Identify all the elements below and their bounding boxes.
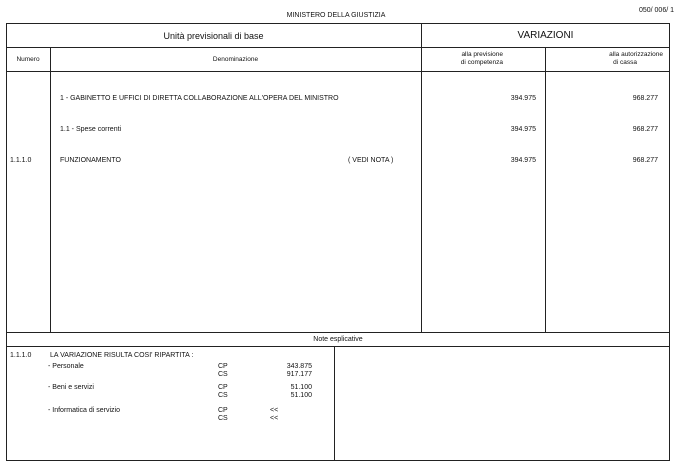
notes-numero: 1.1.1.0 <box>10 352 32 359</box>
col-divider-cassa <box>545 47 546 332</box>
row-3-cassa: 968.277 <box>632 157 658 164</box>
variazioni-title: VARIAZIONI <box>517 30 574 41</box>
note-item-1-cp-value: 343.875 <box>286 363 312 370</box>
col-header-autorizzazione-2: di cassa <box>613 59 637 66</box>
row-2-competenza: 394.975 <box>510 126 536 133</box>
note-item-2-cp-value: 51.100 <box>290 384 312 391</box>
col-header-autorizzazione-1: alla autorizzazione <box>609 51 663 58</box>
col-header-previsione-1: alla previsione <box>461 51 503 58</box>
ministry-title: MINISTERO DELLA GIUSTIZIA <box>286 12 386 19</box>
row-1-cassa: 968.277 <box>632 95 658 102</box>
row-2-cassa: 968.277 <box>632 126 658 133</box>
note-item-3-cs-value: << <box>270 415 279 422</box>
row-3-competenza: 394.975 <box>510 157 536 164</box>
note-item-1-cp-label: CP <box>218 363 228 370</box>
row-3-denominazione: FUNZIONAMENTO <box>60 157 121 164</box>
notes-title-divider <box>6 346 670 347</box>
header-divider-2 <box>6 71 670 72</box>
row-3-numero: 1.1.1.0 <box>10 157 32 164</box>
note-item-2-label: - Beni e servizi <box>48 384 94 391</box>
col-divider-numero <box>50 47 51 332</box>
document-code: 050/ 006/ 1 <box>638 7 674 14</box>
note-item-1-cs-value: 917.177 <box>286 371 312 378</box>
note-item-3-cp-value: << <box>270 407 279 414</box>
row-2-denominazione: 1.1 - Spese correnti <box>60 126 122 133</box>
note-item-1-cs-label: CS <box>218 371 228 378</box>
row-1-denominazione: 1 - GABINETTO E UFFICI DI DIRETTA COLLABORAZIONE ALL'OPERA DEL MINISTRO <box>60 95 339 102</box>
note-item-2-cp-label: CP <box>218 384 228 391</box>
col-header-previsione-2: di competenza <box>460 59 503 66</box>
document-frame <box>6 23 670 461</box>
notes-top-divider <box>6 332 670 333</box>
note-item-2-cs-label: CS <box>218 392 228 399</box>
notes-title: Note esplicative <box>313 336 363 343</box>
col-header-numero: Numero <box>16 56 40 63</box>
note-item-1-label: - Personale <box>48 363 84 370</box>
note-item-3-cp-label: CP <box>218 407 228 414</box>
col-header-denominazione: Denominazione <box>212 56 259 63</box>
row-3-nota: ( VEDI NOTA ) <box>348 157 394 164</box>
col-divider-variazioni <box>421 23 422 332</box>
row-1-competenza: 394.975 <box>510 95 536 102</box>
note-item-3-label: - Informatica di servizio <box>48 407 120 414</box>
notes-column-divider <box>334 346 335 461</box>
header-divider-1 <box>6 47 670 48</box>
unita-title: Unità previsionali di base <box>163 31 264 41</box>
notes-intro: LA VARIAZIONE RISULTA COSI' RIPARTITA : <box>50 352 194 359</box>
note-item-2-cs-value: 51.100 <box>290 392 312 399</box>
note-item-3-cs-label: CS <box>218 415 228 422</box>
